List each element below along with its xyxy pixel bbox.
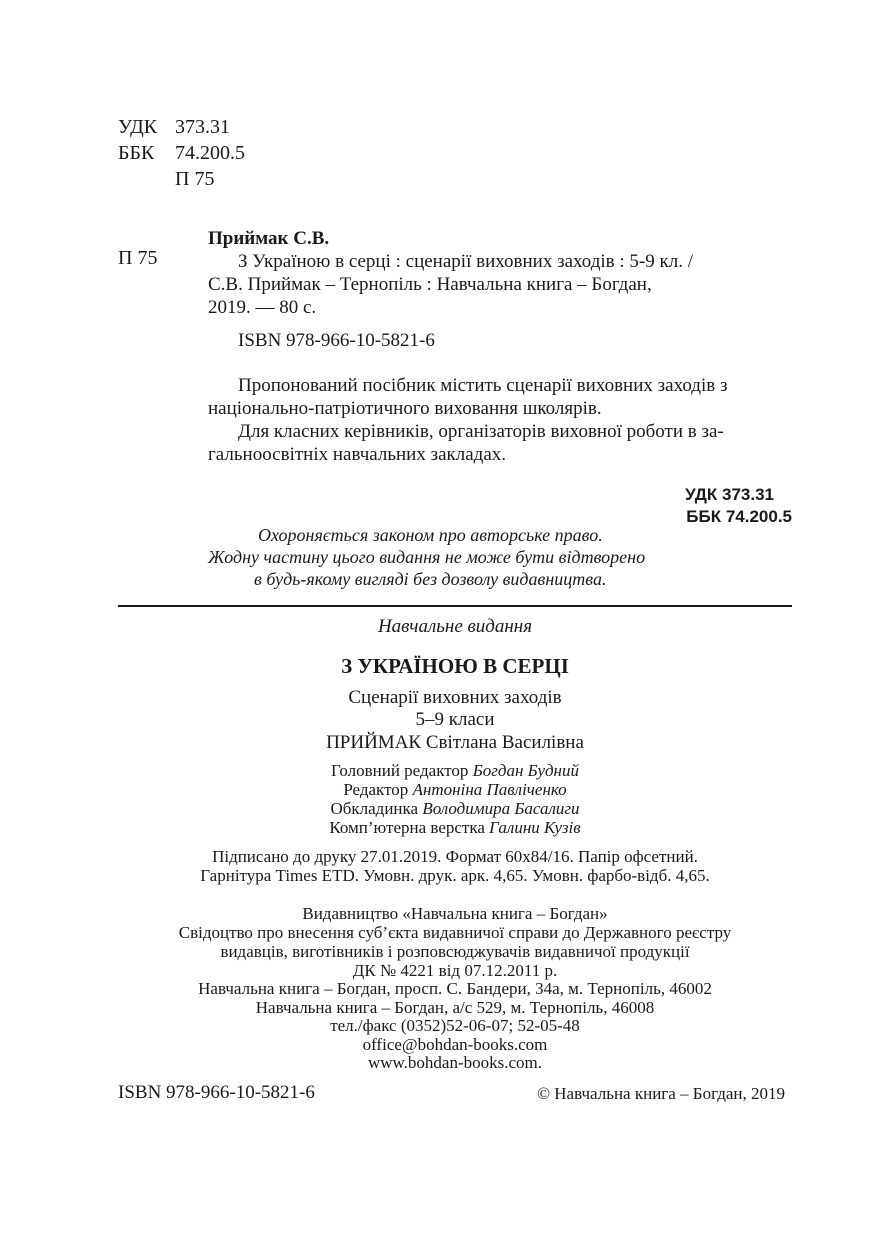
catalog-bbk: ББК 74.200.5 bbox=[686, 507, 792, 526]
footer-copyright: © Навчальна книга – Богдан, 2019 bbox=[537, 1084, 785, 1103]
book-subtitle: Сценарії виховних заходів bbox=[348, 687, 562, 708]
catalog-entry-line: С.В. Приймак – Тернопіль : Навчальна книга – Богдан, bbox=[208, 274, 652, 295]
credit-line bbox=[118, 817, 792, 838]
copyright-notice-line: в будь-якому вигляді без дозволу видавництва. bbox=[254, 569, 607, 589]
publisher-phone: тел./факс (0352)52-06-07; 52-05-48 bbox=[330, 1016, 580, 1035]
edition-type: Навчальне видання bbox=[377, 616, 533, 637]
credit-name: Богдан Будний bbox=[472, 761, 579, 780]
publisher-line: видавців, виготівників і розповсюджувачів видавничої продукції bbox=[220, 942, 690, 961]
copyright-notice-line: Жодну частину цього видання не може бути відтворено bbox=[208, 547, 646, 567]
author-mark-left: П 75 bbox=[118, 247, 158, 269]
print-info-line: Підписано до друку 27.01.2019. Формат 60х84/16. Папір офсетний. bbox=[212, 847, 698, 866]
udk-value: 373.31 bbox=[175, 116, 230, 138]
credit-line bbox=[118, 798, 792, 819]
credit-role: Редактор bbox=[343, 780, 409, 799]
footer-isbn: ISBN 978-966-10-5821-6 bbox=[118, 1082, 315, 1103]
publisher-line: Навчальна книга – Богдан, просп. С. Бандери, 34а, м. Тернопіль, 46002 bbox=[198, 979, 712, 998]
book-title: З УКРАЇНОЮ В СЕРЦІ bbox=[341, 654, 569, 678]
credit-line bbox=[118, 760, 792, 781]
credit-line bbox=[118, 779, 792, 800]
publisher-line: Свідоцтво про внесення суб’єкта видавничої справи до Державного реєстру bbox=[178, 923, 732, 942]
copyright-notice-line: Охороняється законом про авторське право. bbox=[258, 525, 603, 545]
catalog-author: Приймак С.В. bbox=[208, 228, 330, 249]
publisher-website: www.bohdan-books.com. bbox=[367, 1053, 543, 1072]
bbk-value: 74.200.5 bbox=[175, 142, 245, 164]
credit-name: Антоніна Павліченко bbox=[412, 780, 567, 799]
publisher-email: office@bohdan-books.com bbox=[362, 1035, 548, 1054]
print-info-line: Гарнітура Times ETD. Умовн. друк. арк. 4,65. Умовн. фарбо-відб. 4,65. bbox=[200, 866, 710, 885]
author-mark-top: П 75 bbox=[175, 168, 215, 190]
publisher-line: Навчальна книга – Богдан, а/с 529, м. Тернопіль, 46008 bbox=[255, 998, 655, 1017]
catalog-entry-line: З Україною в серці : сценарії виховних заходів : 5-9 кл. / bbox=[238, 251, 693, 272]
catalog-udk: УДК 373.31 bbox=[685, 485, 774, 504]
catalog-entry-line: 2019. — 80 с. bbox=[208, 297, 317, 318]
author-full-name: ПРИЙМАК Світлана Василівна bbox=[326, 732, 584, 753]
credit-role: Головний редактор bbox=[331, 761, 469, 780]
bbk-label: ББК bbox=[118, 142, 155, 164]
annotation-line: національно-патріотичного виховання школярів. bbox=[208, 398, 602, 419]
publisher-line: Видавництво «Навчальна книга – Богдан» bbox=[302, 904, 608, 923]
annotation-line: гальноосвітніх навчальних закладах. bbox=[208, 444, 507, 465]
credit-role: Комп’ютерна верстка bbox=[329, 818, 485, 837]
publisher-line: ДК № 4221 від 07.12.2011 р. bbox=[352, 961, 558, 980]
credit-name: Галини Кузів bbox=[489, 818, 581, 837]
catalog-isbn: ISBN 978-966-10-5821-6 bbox=[238, 330, 435, 351]
udk-label: УДК bbox=[118, 116, 158, 138]
udk-line bbox=[118, 115, 230, 139]
credit-role: Обкладинка bbox=[330, 799, 419, 818]
bbk-line bbox=[118, 141, 245, 165]
annotation-line: Пропонований посібник містить сценарії виховних заходів з bbox=[238, 375, 728, 396]
horizontal-divider bbox=[118, 605, 792, 607]
credit-name: Володимира Басалиги bbox=[422, 799, 580, 818]
book-grades: 5–9 класи bbox=[415, 709, 495, 730]
annotation-line: Для класних керівників, організаторів виховної роботи в за- bbox=[238, 421, 724, 442]
